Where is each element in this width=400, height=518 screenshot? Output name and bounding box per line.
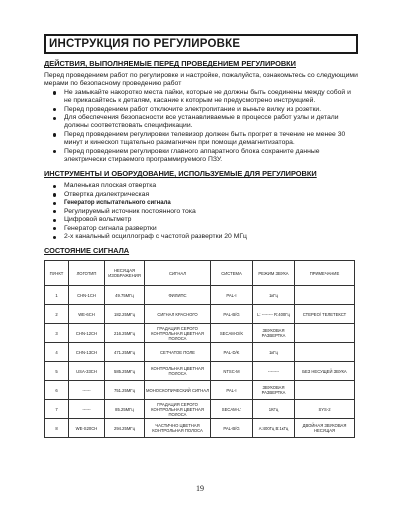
table-row [45,286,355,305]
section-heading-signal-state: СОСТОЯНИЕ СИГНАЛА [44,246,130,256]
table-cell: ГРАДАЦИЯ СЕРОГО КОНТРОЛЬНАЯ ЦВЕТНАЯ ПОЛОСА [145,324,211,343]
tool-item: Маленькая плоская отвертка [44,182,358,190]
document-page [44,34,358,438]
table-cell: ЗВУКОВАЯ РАЗВЕРТКА [253,324,295,343]
table-cell: 85.25МГц [105,400,145,419]
table-cell [295,286,355,305]
tools-list [44,182,358,241]
table-cell: USA-33CH [69,362,105,381]
table-cell: СТЕРЕО/ ТЕЛЕТЕКСТ [295,305,355,324]
table-cell: 49.75МГц [105,286,145,305]
table-cell: 2 [45,305,69,324]
page-number: 19 [196,484,204,493]
tool-item: Отвертка диэлектрическая [44,191,358,199]
safety-item: Перед проведением регулировки телевизор должен быть прогрет в течение не менее 30 минут и кинескоп тщательно размагничен при помощи демагнитизатора. [44,131,358,148]
column-header: СИГНАЛ [145,261,211,286]
tool-item: Генератор испытательного сигнала [44,199,358,207]
column-header: НЕСУЩАЯ ИЗОБРАЖЕНИЯ [105,261,145,286]
tool-item: 2-х канальный осциллограф с частотой развертки 20 МГц [44,233,358,241]
table-cell: МОНОСКОПИЧЕСКИЙ СИГНАЛ [145,381,211,400]
table-cell: WE-6CH [69,305,105,324]
table-cell: 7 [45,400,69,419]
table-cell: СЕТЧАТОЕ ПОЛЕ [145,343,211,362]
table-cell: PAL-B/G [211,419,253,438]
table-cell: ЗВУКОВАЯ РАЗВЕРТКА [253,381,295,400]
table-cell: CHN-1CH [69,286,105,305]
table-cell: -------- [253,362,295,381]
table-cell: 5 [45,362,69,381]
table-cell: 216.25МГц [105,324,145,343]
tool-item: Регулируемый источник постоянного тока [44,208,358,216]
safety-list [44,89,358,165]
table-cell: PAL-D/K [211,343,253,362]
table-cell: ДВОЙНАЯ ЗВУКОВАЯ НЕСУЩАЯ [295,419,355,438]
table-header-row [45,261,355,286]
table-cell: PAL-I [211,381,253,400]
table-cell: КОНТРОЛЬНАЯ ЦВЕТНАЯ ПОЛОСА [145,362,211,381]
table-cell: СИГНАЛ КРАСНОГО [145,305,211,324]
table-cell [295,343,355,362]
table-row [45,343,355,362]
table-cell: ЧАСТИЧНО ЦВЕТНАЯ КОНТРОЛЬНАЯ ПОЛОСА [145,419,211,438]
table-cell: 8 [45,419,69,438]
section-heading-pre-adjustment: ДЕЙСТВИЯ, ВЫПОЛНЯЕМЫЕ ПЕРЕД ПРОВЕДЕНИЕМ РЕГУЛИРОВКИ [44,59,296,68]
table-cell: PAL-B/G [211,305,253,324]
table-row [45,362,355,381]
table-cell: ФИЛИПС [145,286,211,305]
page-title: ИНСТРУКЦИЯ ПО РЕГУЛИРОВКЕ [44,34,358,54]
table-cell [295,381,355,400]
signal-table [44,260,355,438]
table-cell: 6 [45,381,69,400]
table-cell: 1кГц [253,343,295,362]
table-cell: БЕЗ НЕСУЩЕЙ ЗВУКА [295,362,355,381]
safety-item: Перед проведением работ отключите электропитание и выньте вилку из розетки. [44,106,358,114]
table-cell: WE-S20CH [69,419,105,438]
table-row [45,305,355,324]
table-cell: 471.25МГц [105,343,145,362]
table-cell: 294.25МГц [105,419,145,438]
table-cell: NTSC-M [211,362,253,381]
section-heading-tools: ИНСТРУМЕНТЫ И ОБОРУДОВАНИЕ, ИСПОЛЬЗУЕМЫЕ ДЛЯ РЕГУЛИРОВКИ [44,169,317,179]
table-cell: SECAM-L' [211,400,253,419]
safety-item: Для обеспечения безопасности все устанавливаемые в процессе работ узлы и детали должны соответствовать спецификации. [44,114,358,131]
table-cell: CHN-13CH [69,343,105,362]
table-cell: ГРАДАЦИЯ СЕРОГО КОНТРОЛЬНАЯ ЦВЕТНАЯ ПОЛОСА [145,400,211,419]
intro-paragraph: Перед проведением работ по регулировке и настройке, пожалуйста, ознакомьтесь со следующими мерами по безопасному проведению работ [44,72,358,88]
table-cell: 1кГц [253,286,295,305]
table-cell: ------ [69,400,105,419]
table-cell: 585.25МГц [105,362,145,381]
table-cell: 1 [45,286,69,305]
table-row [45,324,355,343]
safety-item: Перед проведением регулировки главного аппаратного блока сохраните данные электрически стираемого программируемого ПЗУ. [44,148,358,165]
table-cell: 182.25МГц [105,305,145,324]
tool-item: Генератор сигнала развертки [44,225,358,233]
column-header: ПУНКТ [45,261,69,286]
column-header: ПРИМЕЧАНИЕ [295,261,355,286]
table-cell: 4 [45,343,69,362]
table-cell: ------ [69,381,105,400]
column-header: СИСТЕМА [211,261,253,286]
table-cell: CHN-12CH [69,324,105,343]
column-header: РЕЖИМ ЗВУКА [253,261,295,286]
table-cell: PAL-I [211,286,253,305]
table-cell: 1КГц [253,400,295,419]
table-cell: 751.25МГц [105,381,145,400]
table-cell: 3 [45,324,69,343]
table-row [45,381,355,400]
table-row [45,400,355,419]
safety-item: Не замыкайте накоротко места пайки, которые не должны быть соединены между собой и не прикасайтесь к деталям, касание к которым не предусмотрено инструкцией. [44,89,358,106]
tool-item: Цифровой вольтметр [44,216,358,224]
table-cell: A:400Гц B:1кГц [253,419,295,438]
table-cell: L: -------- R:400Гц [253,305,295,324]
table-cell: SYS-2 [295,400,355,419]
column-header: ЛОГОТИП [69,261,105,286]
table-cell [295,324,355,343]
table-row [45,419,355,438]
table-cell: SECAM-D/K [211,324,253,343]
